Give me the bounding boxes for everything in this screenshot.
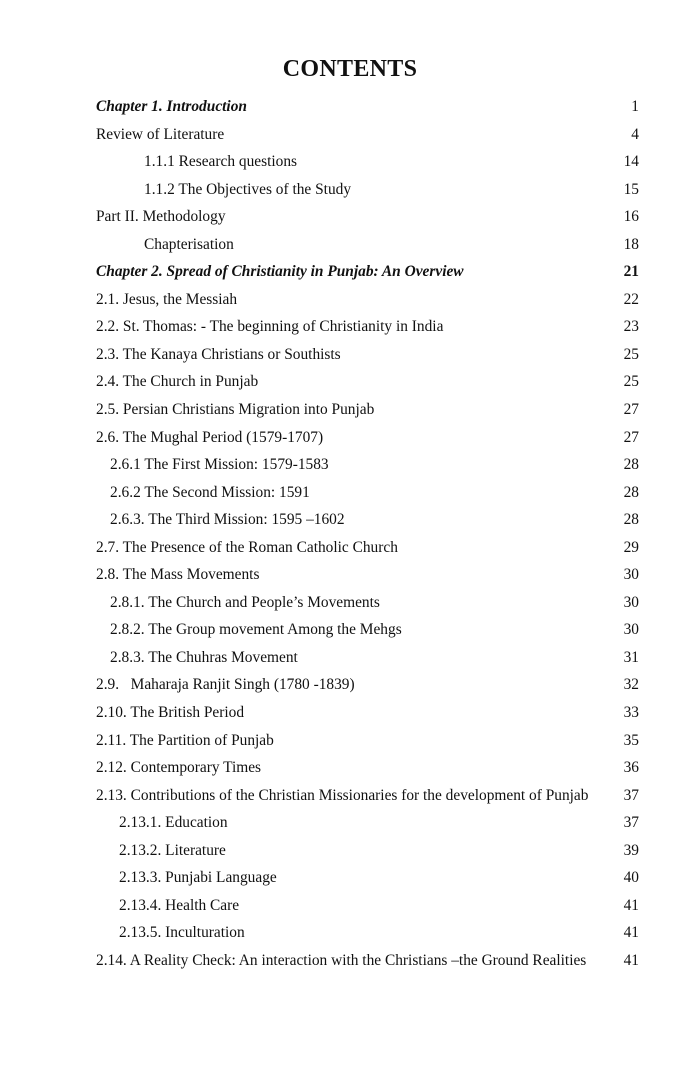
toc-entry: [96, 837, 639, 865]
toc-entry-page: 33: [623, 704, 639, 722]
toc-entry-label: Chapter 1. Introduction: [96, 98, 247, 115]
toc-entry: [96, 561, 639, 589]
toc-entry: [96, 892, 639, 920]
toc-entry-page: 35: [623, 731, 639, 749]
toc-entry-page: 21: [623, 263, 639, 281]
toc-entry-label: 2.5. Persian Christians Migration into Punjab: [96, 401, 375, 419]
toc-entry: [96, 176, 639, 204]
toc-entry: [96, 947, 639, 975]
toc-entry-page: 41: [623, 951, 639, 969]
toc-entry-label: Review of Literature: [96, 125, 225, 143]
toc-entry: [96, 231, 639, 259]
toc-entry: [96, 479, 639, 507]
toc-entry-label: 2.13.1. Education: [119, 814, 228, 832]
toc-entry-label: 2.4. The Church in Punjab: [96, 373, 259, 391]
toc-entry-label: 2.9. Maharaja Ranjit Singh (1780 -1839): [96, 676, 355, 694]
toc-entry-page: 28: [623, 483, 639, 501]
toc-entry-label: 2.13.4. Health Care: [119, 896, 240, 914]
toc-entry-label: 2.13.2. Literature: [119, 841, 226, 859]
toc-entry-page: 30: [623, 621, 639, 639]
toc-entry-page: 31: [623, 648, 639, 666]
toc-entry: [96, 424, 639, 452]
toc-entry-label: 2.13.5. Inculturation: [119, 924, 245, 942]
toc-entry: [96, 699, 639, 727]
toc-entry-page: 39: [623, 841, 639, 859]
toc-entry-page: 18: [623, 235, 639, 253]
toc-entry-label: 2.6.1 The First Mission: 1579-1583: [110, 456, 329, 474]
toc-entry-label: Chapterisation: [144, 235, 234, 253]
toc-entry-page: 27: [623, 428, 639, 446]
toc-entry-page: 30: [623, 593, 639, 611]
toc-entry-page: 15: [623, 180, 639, 198]
toc-entry-label: 2.8.3. The Chuhras Movement: [110, 648, 298, 666]
toc-entry: [96, 203, 639, 231]
toc-entry-label: 2.8.1. The Church and People’s Movements: [110, 593, 380, 611]
toc-entry-page: 14: [623, 153, 639, 171]
toc-entry-label: 2.3. The Kanaya Christians or Southists: [96, 345, 341, 363]
toc-entry-label: 2.8.2. The Group movement Among the Mehgs: [110, 621, 402, 639]
toc-entry-page: 37: [623, 814, 639, 832]
toc-entry: [96, 506, 639, 534]
toc-entry-page: 36: [623, 759, 639, 777]
toc-entry: [96, 286, 639, 314]
toc-entry: [96, 396, 639, 424]
toc-entry-page: 25: [623, 373, 639, 391]
toc-entry-page: 1: [631, 98, 639, 115]
toc-entry: [96, 451, 639, 479]
toc-entry-label: Chapter 2. Spread of Christianity in Punjab: An Overview: [96, 263, 464, 281]
toc-entry-label: 2.14. A Reality Check: An interaction with the Christians –the Ground Realities: [96, 951, 587, 969]
toc-entry-label: Part II. Methodology: [96, 208, 226, 226]
table-of-contents: [96, 93, 639, 975]
toc-entry-page: 22: [623, 290, 639, 308]
toc-entry-page: 30: [623, 566, 639, 584]
toc-entry: [96, 727, 639, 755]
toc-entry-page: 37: [623, 786, 639, 804]
toc-entry-label: 2.2. St. Thomas: - The beginning of Christianity in India: [96, 318, 444, 336]
toc-entry-label: 2.6.3. The Third Mission: 1595 –1602: [110, 511, 345, 529]
toc-entry: [96, 589, 639, 617]
toc-entry-page: 23: [623, 318, 639, 336]
toc-entry-label: 2.13. Contributions of the Christian Missionaries for the development of Punjab: [96, 786, 589, 804]
toc-entry-label: 2.1. Jesus, the Messiah: [96, 290, 238, 308]
toc-entry-label: 1.1.2 The Objectives of the Study: [144, 180, 352, 198]
toc-entry: [96, 671, 639, 699]
toc-entry-page: 4: [631, 125, 639, 143]
toc-entry-page: 16: [623, 208, 639, 226]
toc-entry-page: 25: [623, 345, 639, 363]
toc-entry-page: 27: [623, 401, 639, 419]
toc-entry-page: 28: [623, 511, 639, 529]
toc-entry: [96, 782, 639, 810]
toc-entry: [96, 313, 639, 341]
toc-entry: [96, 644, 639, 672]
toc-entry: [96, 341, 639, 369]
toc-entry: [96, 754, 639, 782]
toc-entry: [96, 919, 639, 947]
toc-entry-chapter-2: [96, 258, 639, 286]
toc-entry-page: 32: [623, 676, 639, 694]
toc-entry: [96, 616, 639, 644]
toc-entry-label: 2.12. Contemporary Times: [96, 759, 262, 777]
toc-entry-page: 28: [623, 456, 639, 474]
toc-entry-label: 2.8. The Mass Movements: [96, 566, 260, 584]
toc-entry-label: 2.13.3. Punjabi Language: [119, 869, 277, 887]
toc-entry-label: 2.11. The Partition of Punjab: [96, 731, 274, 749]
toc-entry: [96, 121, 639, 149]
toc-entry-chapter-1: [96, 93, 639, 121]
toc-entry: [96, 148, 639, 176]
toc-entry-page: 40: [623, 869, 639, 887]
toc-entry-label: 2.10. The British Period: [96, 704, 245, 722]
toc-entry-label: 2.6. The Mughal Period (1579-1707): [96, 428, 324, 446]
toc-entry-page: 29: [623, 538, 639, 556]
toc-entry: [96, 534, 639, 562]
page-title: CONTENTS: [282, 56, 418, 82]
toc-entry-page: 41: [623, 896, 639, 914]
toc-entry-label: 2.7. The Presence of the Roman Catholic Church: [96, 538, 398, 556]
toc-entry-label: 1.1.1 Research questions: [144, 153, 298, 171]
toc-entry: [96, 809, 639, 837]
toc-entry-label: 2.6.2 The Second Mission: 1591: [110, 483, 310, 501]
toc-entry: [96, 864, 639, 892]
toc-entry-page: 41: [623, 924, 639, 942]
toc-entry: [96, 368, 639, 396]
